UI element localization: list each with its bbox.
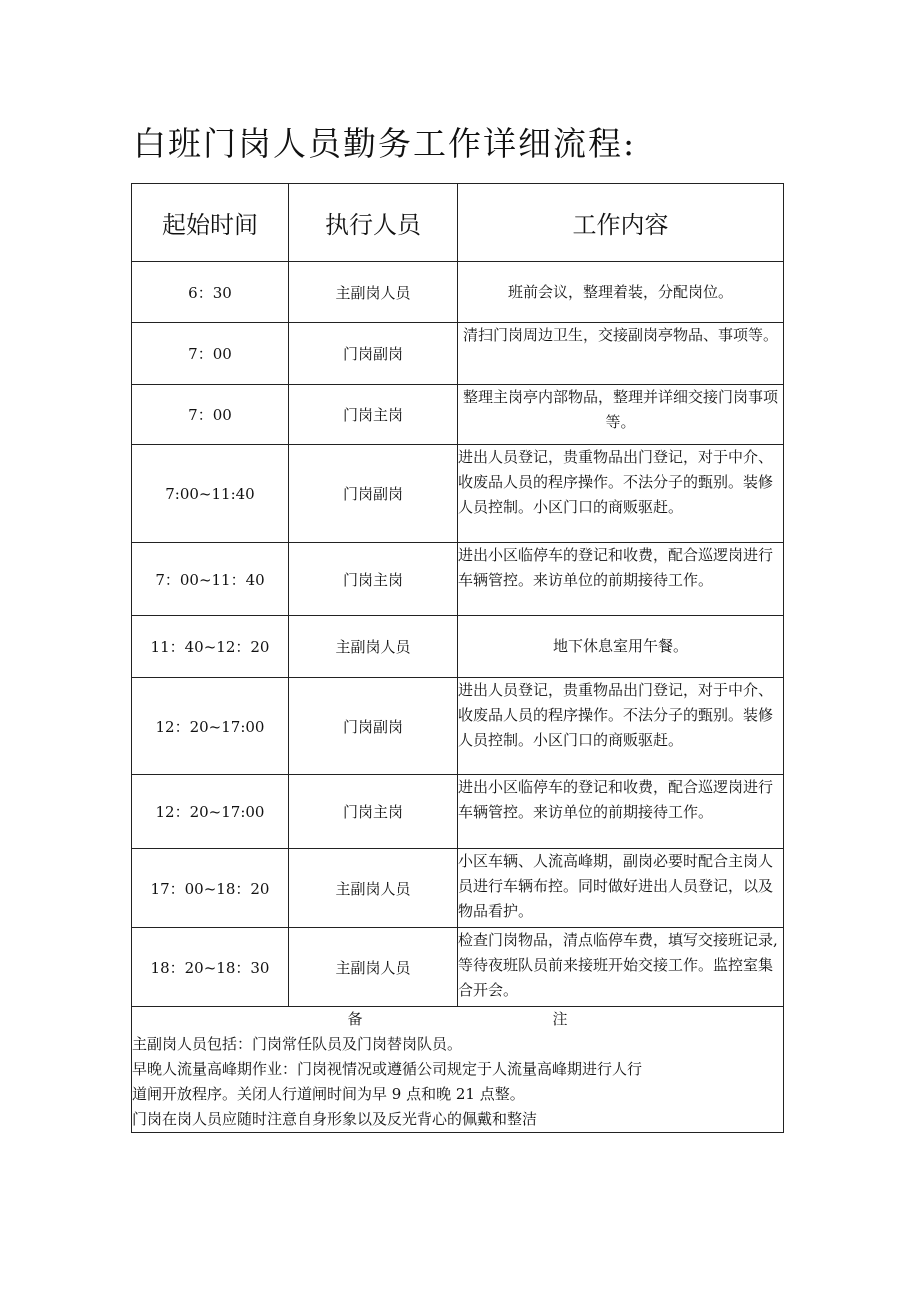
- page-title: 白班门岗人员勤务工作详细流程:: [133, 124, 637, 163]
- duty-schedule-table: [131, 183, 784, 1133]
- table-row: [132, 543, 784, 616]
- table-row: [132, 616, 784, 678]
- row-executor: 门岗副岗: [289, 678, 458, 775]
- row-content: 整理主岗亭内部物品，整理并详细交接门岗事项等。: [458, 385, 784, 445]
- row-content: 小区车辆、人流高峰期，副岗必要时配合主岗人员进行车辆布控。同时做好进出人员登记，以及物品看护。: [458, 849, 784, 928]
- row-time: 18：20~18：30: [132, 928, 289, 1007]
- row-content: 进出小区临停车的登记和收费，配合巡逻岗进行车辆管控。来访单位的前期接待工作。: [458, 543, 784, 616]
- note-line: 道闸开放程序。关闭人行道闸时间为早 9 点和晚 21 点整。: [132, 1085, 525, 1103]
- row-content: 地下休息室用午餐。: [458, 616, 784, 678]
- row-time: 12：20~17:00: [132, 678, 289, 775]
- note-line: 门岗在岗人员应随时注意自身形象以及反光背心的佩戴和整洁: [132, 1110, 538, 1128]
- notes-heading-char-1: 备: [347, 1010, 363, 1028]
- row-time: 7：00~11：40: [132, 543, 289, 616]
- row-time: 7：00: [132, 323, 289, 385]
- row-time: 7：00: [132, 385, 289, 445]
- table-row: [132, 385, 784, 445]
- table-row: [132, 775, 784, 849]
- row-executor: 门岗主岗: [289, 543, 458, 616]
- table-row: [132, 678, 784, 775]
- table-header-row: [132, 184, 784, 262]
- row-content: 进出人员登记，贵重物品出门登记，对于中介、收废品人员的程序操作。不法分子的甄别。装修人员控制。小区门口的商贩驱赶。: [458, 445, 784, 543]
- table-row: [132, 849, 784, 928]
- table-row: [132, 445, 784, 543]
- row-time: 11：40~12：20: [132, 616, 289, 678]
- note-line: 主副岗人员包括：门岗常任队员及门岗替岗队员。: [132, 1035, 463, 1053]
- row-executor: 门岗副岗: [289, 445, 458, 543]
- row-content: 进出小区临停车的登记和收费，配合巡逻岗进行车辆管控。来访单位的前期接待工作。: [458, 775, 784, 849]
- row-executor: 主副岗人员: [289, 928, 458, 1007]
- header-work-content: 工作内容: [458, 184, 784, 262]
- row-executor: 门岗主岗: [289, 775, 458, 849]
- notes-heading-char-2: 注: [552, 1010, 568, 1028]
- notes-row: [132, 1007, 784, 1133]
- row-content: 进出人员登记，贵重物品出门登记，对于中介、收废品人员的程序操作。不法分子的甄别。装修人员控制。小区门口的商贩驱赶。: [458, 678, 784, 775]
- table-row: [132, 262, 784, 323]
- row-content: 清扫门岗周边卫生，交接副岗亭物品、事项等。: [458, 323, 784, 385]
- row-time: 6：30: [132, 262, 289, 323]
- notes-heading: [132, 1007, 783, 1032]
- table-row: [132, 928, 784, 1007]
- note-line: 早晚人流量高峰期作业：门岗视情况或遵循公司规定于人流量高峰期进行人行: [132, 1060, 643, 1078]
- row-executor: 门岗副岗: [289, 323, 458, 385]
- row-executor: 主副岗人员: [289, 849, 458, 928]
- row-time: 17：00~18：20: [132, 849, 289, 928]
- row-executor: 主副岗人员: [289, 262, 458, 323]
- row-executor: 主副岗人员: [289, 616, 458, 678]
- header-executor: 执行人员: [289, 184, 458, 262]
- row-executor: 门岗主岗: [289, 385, 458, 445]
- row-content: 班前会议，整理着装，分配岗位。: [458, 262, 784, 323]
- row-content: 检查门岗物品，清点临停车费，填写交接班记录,等待夜班队员前来接班开始交接工作。监控室集合开会。: [458, 928, 784, 1007]
- table-row: [132, 323, 784, 385]
- row-time: 12：20~17:00: [132, 775, 289, 849]
- row-time: 7:00~11:40: [132, 445, 289, 543]
- notes-cell: [132, 1007, 784, 1133]
- header-start-time: 起始时间: [132, 184, 289, 262]
